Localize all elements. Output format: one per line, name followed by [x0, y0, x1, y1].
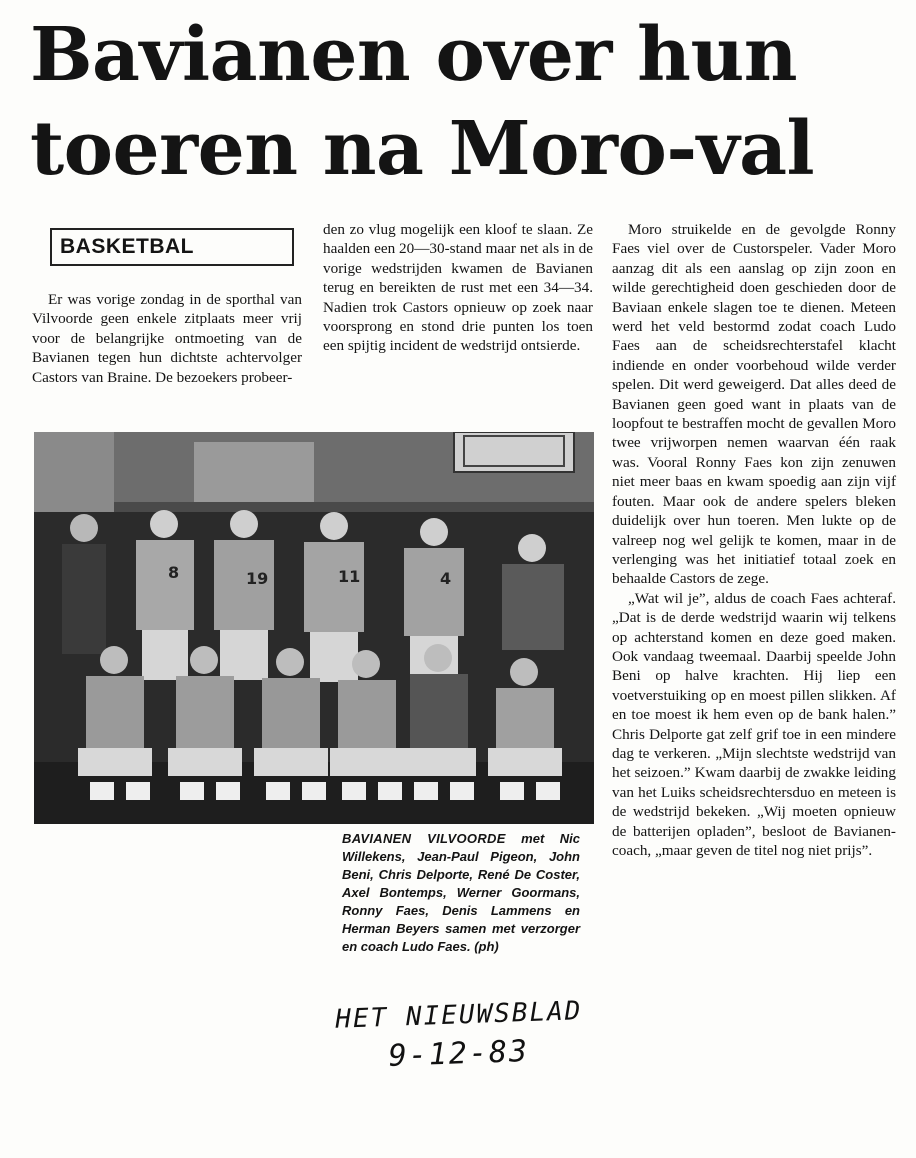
column-1-paragraph: Er was vorige zondag in de sporthal van Vilvoorde geen enkele zitplaats meer vrij voor de belangrijke ontmoeting van de Bavianen tegen hun dichtste achtervolger Castors van Braine. De bezoekers probeer-: [32, 291, 302, 386]
column-1: [32, 290, 302, 387]
jersey-number: 11: [338, 567, 361, 586]
headline: [30, 8, 890, 196]
column-3-paragraph-2: „Wat wil je”, aldus de coach Faes achteraf. „Dat is de derde wedstrijd waarin wij telkens op achterstand komen en deze goed maken. Ook vandaag tweemaal. Daarbij speelde John Beni op halve krachten. Hij liep een voetverstuiking op en moest pillen slikken. Af en toe moest ik hem even op de bank halen.” Chris Delporte gat zelf grif toe in een mindere dag te verkeren. „Mijn slechtste wedstrijd van het seizoen.” Kwam daarbij de zwakke leiding van het Luiks scheidsrechtersduo en meteen is de wedstrijd bekeken. „Wij moeten opnieuw de batterijen opladen”, besloot de Bavianen-coach, „maar geven de titel nog niet prijs”.: [612, 589, 896, 859]
handwritten-source: HET NIEUWSBLAD: [334, 996, 583, 1035]
team-photo-image: [34, 432, 594, 824]
headline-line-1: Bavianen over hun: [30, 12, 798, 98]
jersey-number: 4: [440, 569, 452, 588]
handwritten-date: 9-12-83: [388, 1033, 530, 1074]
caption-lead: BAVIANEN VILVOORDE: [342, 831, 506, 846]
photo-caption: [342, 830, 580, 956]
jersey-number: 19: [246, 569, 269, 588]
caption-text: met Nic Willekens, Jean-Paul Pigeon, John Beni, Chris Delporte, René De Coster, Axel Bontemps, Werner Goormans, Ronny Faes, Denis Lammens en Herman Beyers samen met verzorger en coach Ludo Faes. (ph): [342, 831, 580, 954]
column-3: [612, 220, 896, 860]
jersey-number: 8: [168, 563, 180, 582]
headline-line-2: toeren na Moro-val: [30, 106, 815, 192]
handwritten-note: [335, 995, 607, 1075]
team-photo: [34, 432, 594, 824]
column-2: [323, 220, 593, 356]
column-3-paragraph-1: Moro struikelde en de gevolgde Ronny Faes viel over de Custorspeler. Vader Moro aanzag dit als een aanslag op zijn zoon en wilde gerechtigheid doen geschieden door de Baviaan enkele slagen toe te dienen. Meteen werd het veld bestormd zodat coach Ludo Faes aan de scheidsrechterstafel klacht indiende en onder voorbehoud wilde verder spelen. Dit werd geweigerd. Dat alles deed de Bavianen geen goed want in plaats van de loopfout te bestraffen mocht de gevallen Moro twee vrijworpen nemen waarvan één raak was. Vooral Ronny Faes kon zijn zenuwen niet meer baas en kwam spoedig aan zijn vijf fouten. Maar ook de andere spelers bleken duidelijk over hun toeren. Men lukte op de valreep nog wel gelijk te komen, maar in de verlenging was het initiatief totaal zoek en behaalde Castors de zege.: [612, 221, 896, 588]
column-2-paragraph: den zo vlug mogelijk een kloof te slaan. Ze haalden een 20—30-stand maar net als in de vorige wedstrijden kwamen de Bavianen terug en bereikten de rust met een 34—34. Nadien trok Castors opnieuw op zoek naar voorsprong en stond drie punten los toen een spijtig incident de wedstrijd ontsierde.: [323, 221, 593, 355]
section-label: BASKETBAL: [50, 228, 294, 266]
